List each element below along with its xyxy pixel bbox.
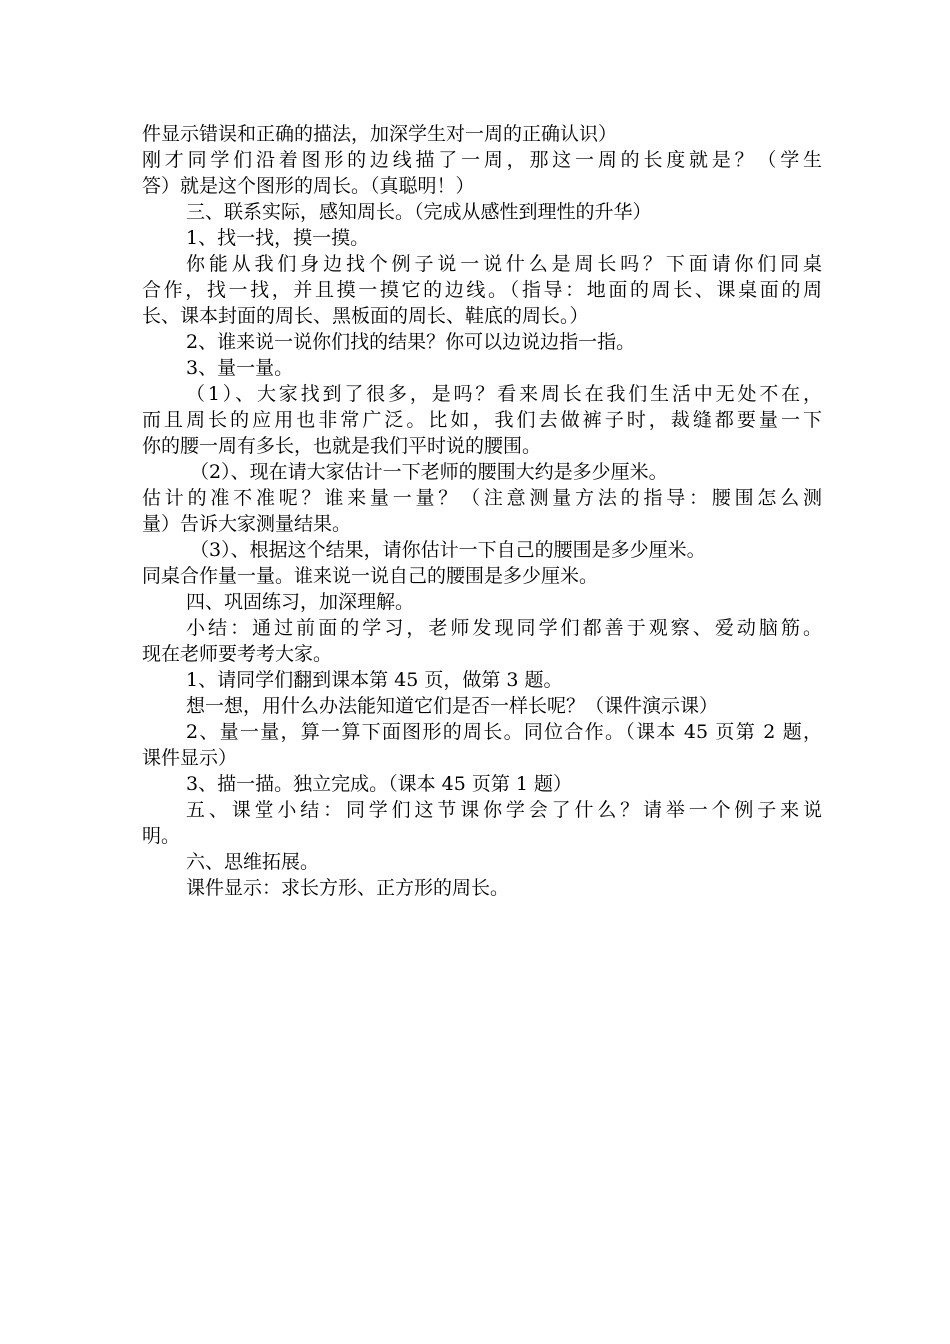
section-heading: 五、课堂小结：同学们这节课你学会了什么？请举一个例子来说	[186, 799, 822, 821]
text-line: 长、课本封面的周长、黑板面的周长、鞋底的周长。）	[142, 305, 589, 327]
text-line: 1、找一找，摸一摸。	[186, 227, 370, 249]
document-body	[142, 121, 822, 901]
text-line: 你的腰一周有多长，也就是我们平时说的腰围。	[142, 435, 542, 457]
text-line: 估计的准不准呢？谁来量一量？（注意测量方法的指导：腰围怎么测	[142, 487, 822, 509]
text-line: 量）告诉大家测量结果。	[142, 513, 352, 535]
text-line: 想一想，用什么办法能知道它们是否一样长呢？（课件演示课）	[186, 695, 719, 717]
text-line: 3、描一描。独立完成。（课本 45 页第 1 题）	[186, 773, 573, 795]
text-line: 你能从我们身边找个例子说一说什么是周长吗？下面请你们同桌	[186, 253, 822, 275]
text-line: 课件显示）	[142, 747, 238, 769]
text-line: 明。	[142, 825, 181, 847]
text-line: 2、谁来说一说你们找的结果？你可以边说边指一指。	[186, 331, 636, 353]
text-line: 3、量一量。	[186, 357, 294, 379]
text-line: 小结：通过前面的学习，老师发现同学们都善于观察、爱动脑筋。	[186, 617, 822, 639]
text-line: （3）、根据这个结果，请你估计一下自己的腰围是多少厘米。	[190, 539, 706, 561]
text-line: 答）就是这个图形的周长。（真聪明！）	[142, 175, 475, 197]
text-line: 课件显示：求长方形、正方形的周长。	[186, 877, 510, 899]
section-heading: 四、巩固练习，加深理解。	[186, 591, 415, 613]
text-line: 同桌合作量一量。谁来说一说自己的腰围是多少厘米。	[142, 565, 599, 587]
text-line: 2、量一量，算一算下面图形的周长。同位合作。（课本 45 页第 2 题，	[186, 721, 822, 743]
text-line: （1）、大家找到了很多，是吗？看来周长在我们生活中无处不在，	[186, 383, 822, 405]
section-heading: 六、思维拓展。	[186, 851, 320, 873]
section-heading: 三、联系实际，感知周长。（完成从感性到理性的升华）	[186, 201, 652, 223]
text-line: 1、请同学们翻到课本第 45 页，做第 3 题。	[186, 669, 563, 691]
text-line: 现在老师要考考大家。	[142, 643, 333, 665]
text-line: 合作，找一找，并且摸一摸它的边线。（指导：地面的周长、课桌面的周	[142, 279, 822, 301]
text-line: 而且周长的应用也非常广泛。比如，我们去做裤子时，裁缝都要量一下	[142, 409, 822, 431]
text-line: （2）、现在请大家估计一下老师的腰围大约是多少厘米。	[190, 461, 668, 483]
text-line: 件显示错误和正确的描法，加深学生对一周的正确认识）	[142, 123, 618, 145]
text-line: 刚才同学们沿着图形的边线描了一周，那这一周的长度就是？（学生	[142, 149, 822, 171]
